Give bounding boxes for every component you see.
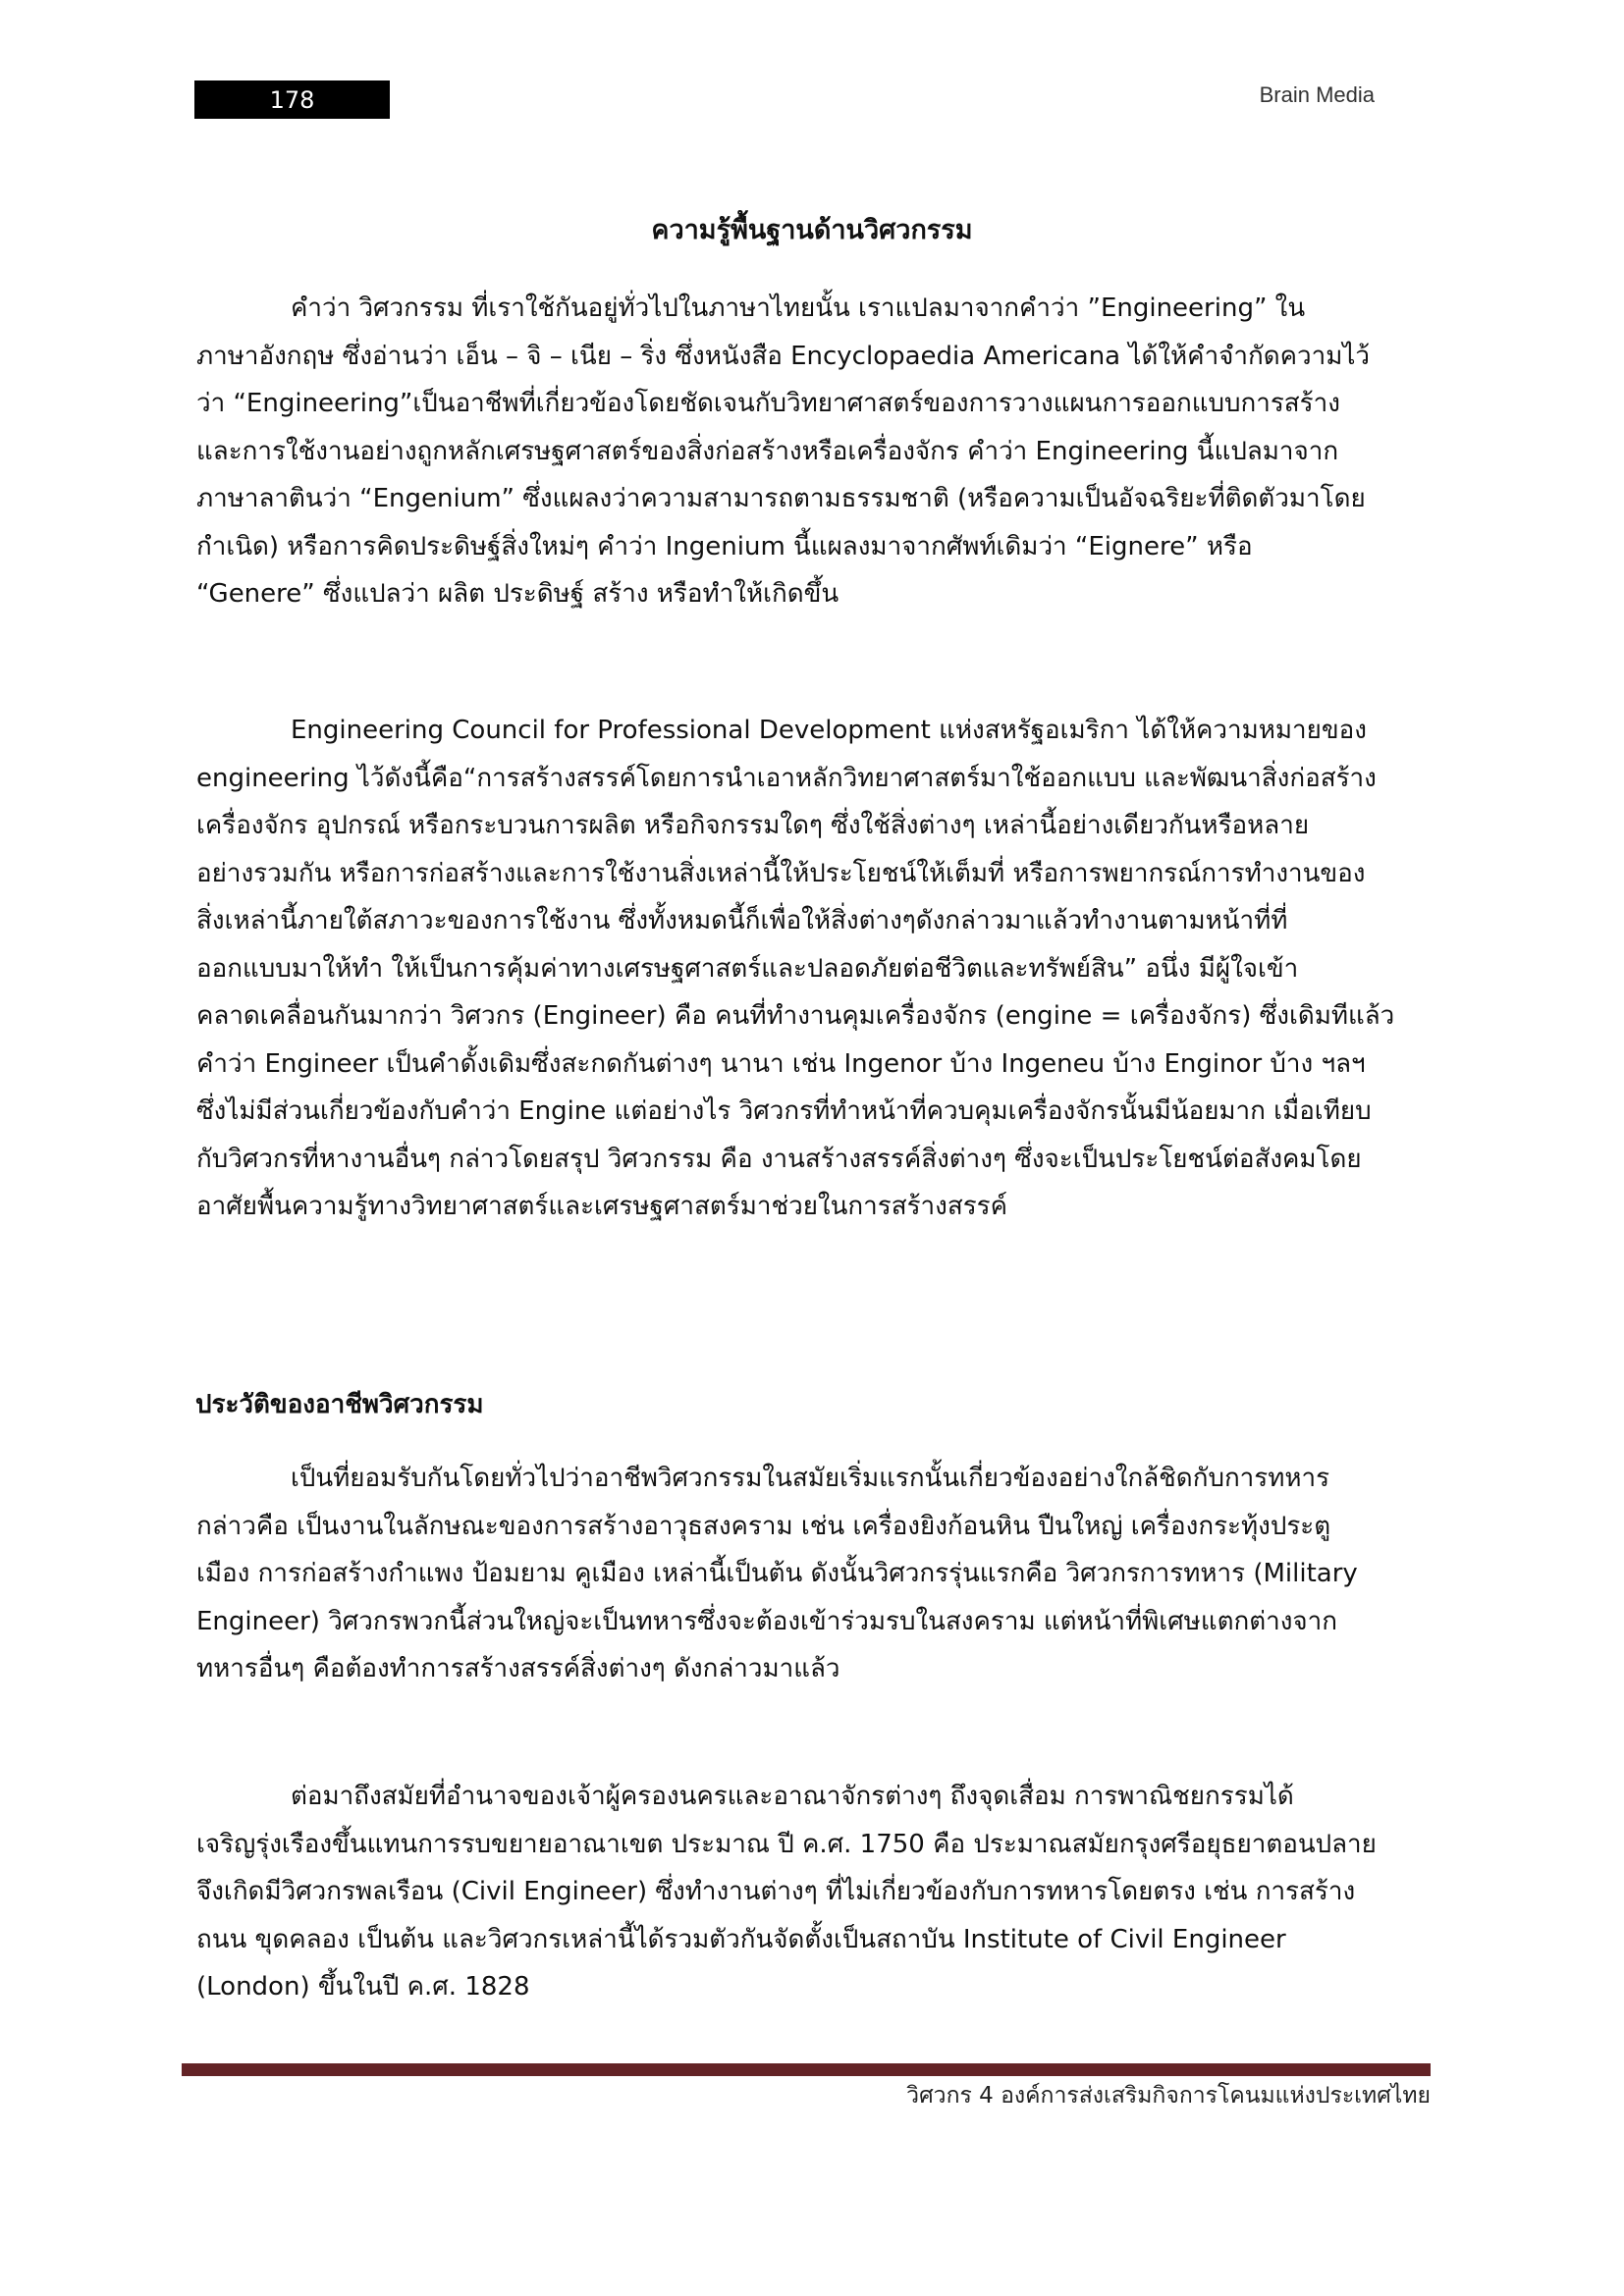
text-line: คำว่า Engineer เป็นคำดั้งเดิมซึ่งสะกดกันต่างๆ นานา เช่น Ingenor บ้าง Ingeneu บ้าง Enginor บ้าง ฯลฯ — [196, 1048, 1366, 1079]
text-line: ว่า “Engineering”เป็นอาชีพที่เกี่ยวข้องโดยชัดเจนกับวิทยาศาสตร์ของการวางแผนการออกแบบการสร้าง — [196, 389, 1340, 418]
section-heading: ประวัติของอาชีพวิศวกรรม — [195, 1390, 484, 1419]
footer-divider-bar — [182, 2063, 1431, 2076]
footer-text: วิศวกร 4 องค์การส่งเสริมกิจการโคนมแห่งประเทศไทย — [906, 2083, 1431, 2109]
text-line: ทหารอื่นๆ คือต้องทำการสร้างสรรค์สิ่งต่างๆ ดังกล่าวมาแล้ว — [196, 1654, 840, 1683]
text-line: เจริญรุ่งเรืองขึ้นแทนการรบขยายอาณาเขต ประมาณ ปี ค.ศ. 1750 คือ ประมาณสมัยกรุงศรีอยุธยาตอนปลาย — [196, 1829, 1377, 1859]
text-line: คำว่า วิศวกรรม ที่เราใช้กันอยู่ทั่วไปในภาษาไทยนั้น เราแปลมาจากคำว่า ”Engineering” ใน — [291, 294, 1306, 323]
text-line: เครื่องจักร อุปกรณ์ หรือกระบวนการผลิต หรือกิจกรรมใดๆ ซึ่งใช้สิ่งต่างๆ เหล่านี้อย่างเดียวกันหรือหลาย — [196, 811, 1310, 840]
text-line: อย่างรวมกัน หรือการก่อสร้างและการใช้งานสิ่งเหล่านี้ให้ประโยชน์ให้เต็มที่ หรือการพยากรณ์การทำงานของ — [196, 858, 1366, 888]
text-line: ถนน ขุดคลอง เป็นต้น และวิศวกรเหล่านี้ได้รวมตัวกันจัดตั้งเป็นสถาบัน Institute of Civil Engineer — [196, 1924, 1286, 1954]
text-line: ต่อมาถึงสมัยที่อำนาจของเจ้าผู้ครองนครและอาณาจักรต่างๆ ถึงจุดเสื่อม การพาณิชยกรรมได้ — [291, 1782, 1294, 1811]
text-line: Engineering Council for Professional Development แห่งสหรัฐอเมริกา ได้ให้ความหมายของ — [291, 716, 1367, 745]
text-line: และการใช้งานอย่างถูกหลักเศรษฐศาสตร์ของสิ่งก่อสร้างหรือเครื่องจักร คำว่า Engineering นี้แปลมาจาก — [196, 436, 1339, 466]
paragraph-military-engineering — [196, 1455, 1434, 1693]
text-line: ภาษาอังกฤษ ซึ่งอ่านว่า เอ็น – จิ – เนีย – ริ่ง ซึ่งหนังสือ Encyclopaedia Americana ได้ให้คำจำกัดความไว้ — [196, 341, 1371, 371]
text-line: คลาดเคลื่อนกันมากว่า วิศวกร (Engineer) คือ คนที่ทำงานคุมเครื่องจักร (engine = เครื่องจักร) ซึ่งเดิมทีแล้ว — [196, 1001, 1395, 1031]
text-line: จึงเกิดมีวิศวกรพลเรือน (Civil Engineer) ซึ่งทำงานต่างๆ ที่ไม่เกี่ยวข้องกับการทหารโดยตรง เช่น การสร้าง — [196, 1877, 1356, 1906]
text-line: เป็นที่ยอมรับกันโดยทั่วไปว่าอาชีพวิศวกรรมในสมัยเริ่มแรกนั้นเกี่ยวข้องอย่างใกล้ชิดกับการทหาร — [291, 1464, 1330, 1493]
text-line: (London) ขึ้นในปี ค.ศ. 1828 — [196, 1972, 530, 2002]
text-line: engineering ไว้ดังนี้คือ“การสร้างสรรค์โดยการนำเอาหลักวิทยาศาสตร์มาใช้ออกแบบ และพัฒนาสิ่งก่อสร้าง — [196, 763, 1377, 793]
page-title: ความรู้พื้นฐานด้านวิศวกรรม — [651, 215, 973, 245]
text-line: กับวิศวกรที่หางานอื่นๆ กล่าวโดยสรุป วิศวกรรม คือ งานสร้างสรรค์สิ่งต่างๆ ซึ่งจะเป็นประโยชน์ต่อสังคมโดย — [196, 1144, 1362, 1174]
text-line: สิ่งเหล่านี้ภายใต้สภาวะของการใช้งาน ซึ่งทั้งหมดนี้ก็เพื่อให้สิ่งต่างๆดังกล่าวมาแล้วทำงานตามหน้าที่ที่ — [196, 906, 1288, 935]
text-line: ภาษาลาตินว่า “Engenium” ซึ่งแผลงว่าความสามารถตามธรรมชาติ (หรือความเป็นอัจฉริยะที่ติดตัวมาโดย — [196, 484, 1366, 513]
header-brand: Brain Media — [1259, 82, 1375, 107]
paragraph-civil-engineering — [196, 1773, 1434, 2011]
text-line: ออกแบบมาให้ทำ ให้เป็นการคุ้มค่าทางเศรษฐศาสตร์และปลอดภัยต่อชีวิตและทรัพย์สิน” อนึ่ง มีผู้ใจเข้า — [196, 953, 1299, 984]
text-line: กำเนิด) หรือการคิดประดิษฐ์สิ่งใหม่ๆ คำว่า Ingenium นี้แผลงมาจากศัพท์เดิมว่า “Eignere” หรือ — [196, 531, 1253, 561]
text-line: เมือง การก่อสร้างกำแพง ป้อมยาม คูเมือง เหล่านี้เป็นต้น ดังนั้นวิศวกรรุ่นแรกคือ วิศวกรการทหาร (Military — [196, 1559, 1358, 1588]
text-line: กล่าวคือ เป็นงานในลักษณะของการสร้างอาวุธสงคราม เช่น เครื่องยิงก้อนหิน ปืนใหญ่ เครื่องกระทุ้งประตู — [196, 1511, 1331, 1541]
text-line: ซึ่งไม่มีส่วนเกี่ยวข้องกับคำว่า Engine แต่อย่างไร วิศวกรที่ทำหน้าที่ควบคุมเครื่องจักรนั้นมีน้อยมาก เมื่อเทียบ — [196, 1096, 1372, 1126]
page-number: 178 — [269, 85, 315, 114]
text-line: “Genere” ซึ่งแปลว่า ผลิต ประดิษฐ์ สร้าง หรือทำให้เกิดขึ้น — [196, 579, 839, 609]
page-number-box — [194, 80, 390, 119]
paragraph-engineering-definition — [196, 285, 1434, 618]
paragraph-ecpd-definition — [196, 707, 1434, 1231]
text-line: Engineer) วิศวกรพวกนี้ส่วนใหญ่จะเป็นทหารซึ่งจะต้องเข้าร่วมรบในสงคราม แต่หน้าที่พิเศษแตกต่างจาก — [196, 1606, 1337, 1636]
text-line: อาศัยพื้นความรู้ทางวิทยาศาสตร์และเศรษฐศาสตร์มาช่วยในการสร้างสรรค์ — [196, 1192, 1008, 1221]
